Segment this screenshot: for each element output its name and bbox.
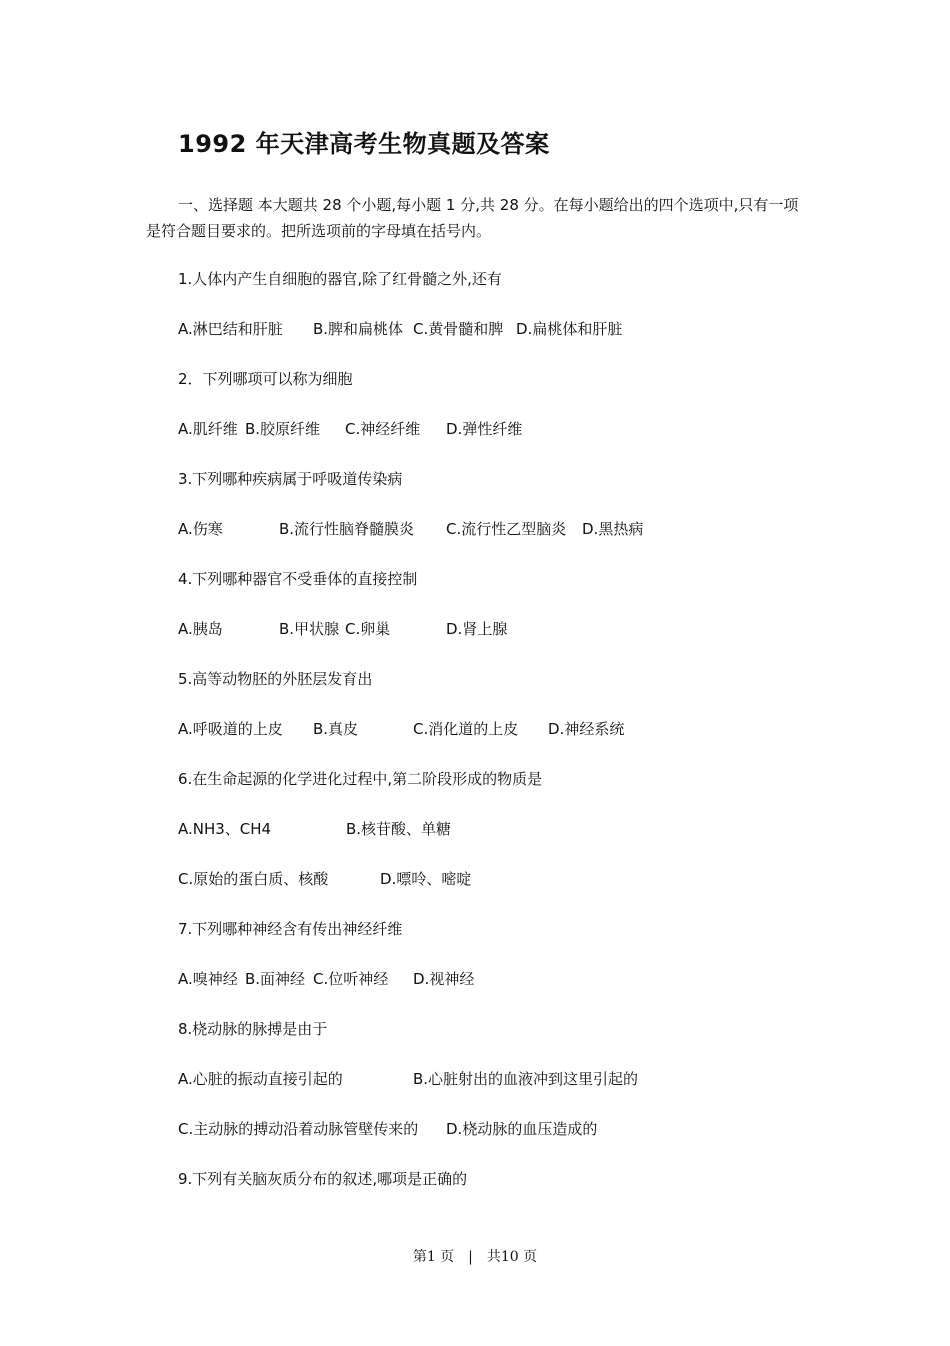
q7-option-c: C.位听神经 — [313, 970, 389, 988]
q7-option-b: B.面神经 — [245, 970, 306, 988]
q6-option-c: C.原始的蛋白质、核酸 — [178, 870, 329, 888]
q5-option-a: A.呼吸道的上皮 — [178, 720, 283, 738]
q8-option-d: D.桡动脉的血压造成的 — [446, 1120, 598, 1138]
q3-option-d: D.黑热病 — [582, 520, 644, 538]
question-9: 9.下列有关脑灰质分布的叙述,哪项是正确的 — [178, 1170, 468, 1188]
q8-option-a: A.心脏的振动直接引起的 — [178, 1070, 343, 1088]
q1-option-a: A.淋巴结和肝脏 — [178, 320, 283, 338]
q6-option-a: A.NH3、CH4 — [178, 820, 272, 838]
q8-option-c: C.主动脉的搏动沿着动脉管壁传来的 — [178, 1120, 419, 1138]
question-2: 2．下列哪项可以称为细胞 — [178, 370, 353, 388]
q6-option-d: D.嘌呤、嘧啶 — [380, 870, 472, 888]
q2-option-b: B.胶原纤维 — [245, 420, 321, 438]
q2-option-d: D.弹性纤维 — [446, 420, 523, 438]
question-1: 1.人体内产生自细胞的器官,除了红骨髓之外,还有 — [178, 270, 502, 288]
page-title: 1992 年天津高考生物真题及答案 — [178, 130, 550, 158]
q2-option-c: C.神经纤维 — [345, 420, 421, 438]
q1-option-b: B.脾和扁桃体 — [313, 320, 404, 338]
q5-option-c: C.消化道的上皮 — [413, 720, 519, 738]
q2-option-a: A.肌纤维 — [178, 420, 238, 438]
q7-option-a: A.嗅神经 — [178, 970, 238, 988]
q4-option-c: C.卵巢 — [345, 620, 391, 638]
q8-option-b: B.心脏射出的血液冲到这里引起的 — [413, 1070, 639, 1088]
q5-option-d: D.神经系统 — [548, 720, 625, 738]
section-intro: 一、选择题 本大题共 28 个小题,每小题 1 分,共 28 分。在每小题给出的四个选项中,只有一项是符合题目要求的。把所选项前的字母填在括号内。 — [146, 196, 799, 240]
question-3: 3.下列哪种疾病属于呼吸道传染病 — [178, 470, 403, 488]
question-8: 8.桡动脉的脉搏是由于 — [178, 1020, 328, 1038]
q5-option-b: B.真皮 — [313, 720, 359, 738]
q6-option-b: B.核苷酸、单糖 — [346, 820, 452, 838]
q1-option-c: C.黄骨髓和脾 — [413, 320, 504, 338]
page-footer: 第1 页 | 共10 页 — [412, 1249, 538, 1265]
q3-option-a: A.伤寒 — [178, 520, 223, 538]
q4-option-a: A.胰岛 — [178, 620, 223, 638]
question-4: 4.下列哪种器官不受垂体的直接控制 — [178, 570, 418, 588]
question-7: 7.下列哪种神经含有传出神经纤维 — [178, 920, 403, 938]
q3-option-b: B.流行性脑脊髓膜炎 — [279, 520, 415, 538]
q3-option-c: C.流行性乙型脑炎 — [446, 520, 567, 538]
question-6: 6.在生命起源的化学进化过程中,第二阶段形成的物质是 — [178, 770, 543, 788]
q7-option-d: D.视神经 — [413, 970, 475, 988]
q4-option-d: D.肾上腺 — [446, 620, 508, 638]
q1-option-d: D.扁桃体和肝脏 — [516, 320, 623, 338]
q4-option-b: B.甲状腺 — [279, 620, 340, 638]
question-5: 5.高等动物胚的外胚层发育出 — [178, 670, 373, 688]
